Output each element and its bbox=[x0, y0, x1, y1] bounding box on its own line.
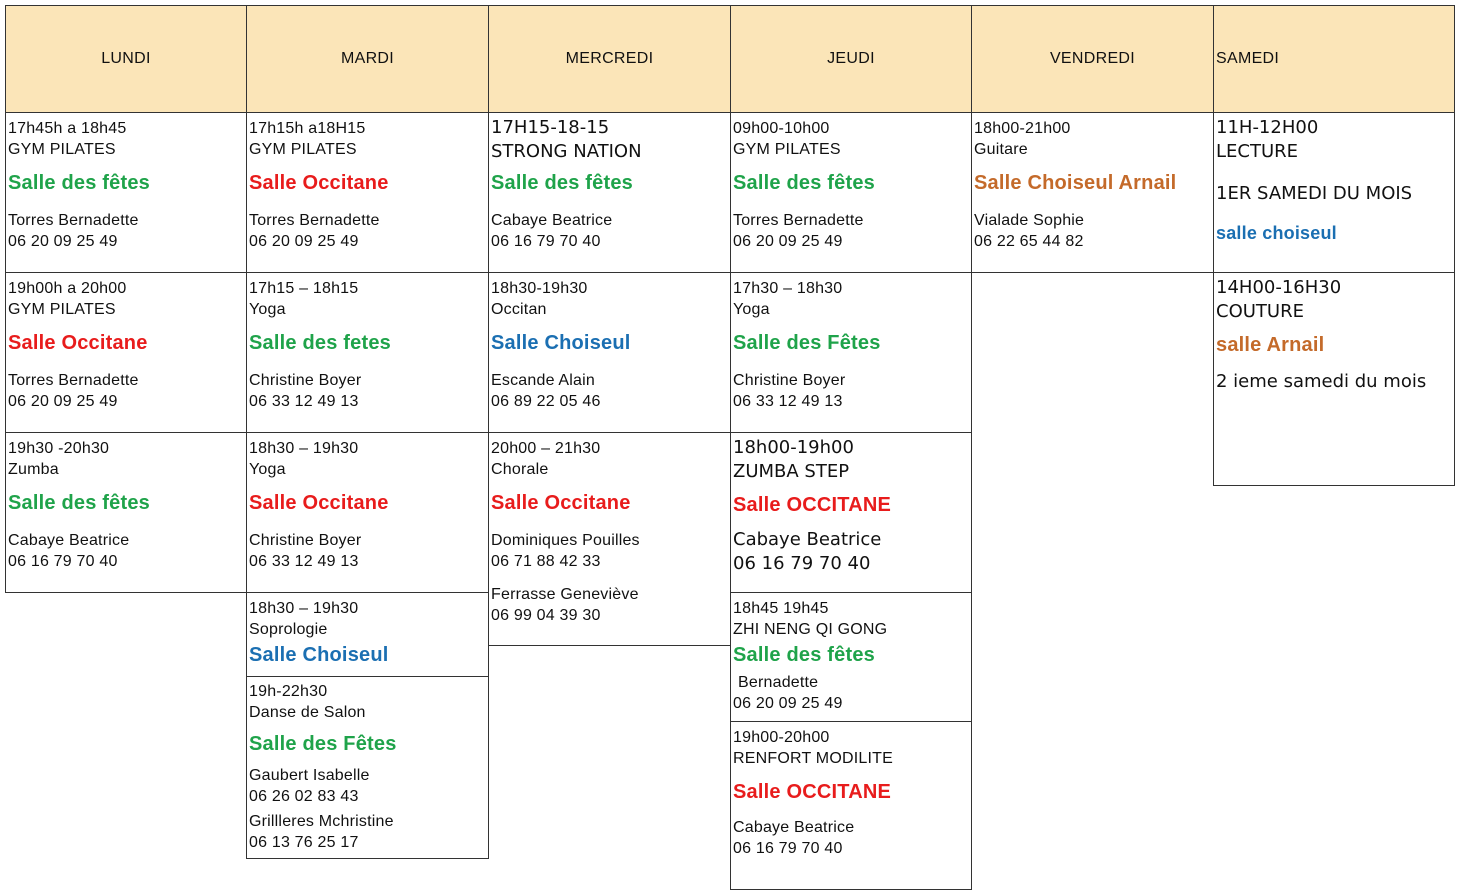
slot-phone: 06 20 09 25 49 bbox=[733, 695, 843, 712]
slot-contact: Escande Alain bbox=[491, 372, 596, 389]
slot-activity: GYM PILATES bbox=[733, 141, 841, 158]
slot-contact-2: Ferrasse Geneviève bbox=[491, 586, 639, 603]
mardi-slot-4 bbox=[246, 592, 489, 677]
slot-contact: Vialade Sophie bbox=[974, 212, 1085, 229]
slot-phone: 06 20 09 25 49 bbox=[733, 233, 843, 250]
header-vendredi: VENDREDI bbox=[971, 5, 1214, 113]
header-mardi: MARDI bbox=[246, 5, 489, 113]
slot-activity: Chorale bbox=[491, 461, 549, 478]
slot-time: 19h00h a 20h00 bbox=[8, 280, 127, 297]
jeudi-slot-1 bbox=[730, 112, 972, 273]
slot-time: 09h00-10h00 bbox=[733, 120, 830, 137]
slot-time: 11H-12H00 bbox=[1216, 117, 1319, 138]
slot-phone: 06 26 02 83 43 bbox=[249, 788, 359, 805]
slot-activity: RENFORT MODILITE bbox=[733, 750, 893, 767]
mardi-slot-1 bbox=[246, 112, 489, 273]
slot-phone-2: 06 13 76 25 17 bbox=[249, 834, 359, 851]
samedi-slot-2 bbox=[1213, 272, 1455, 486]
slot-contact: Cabaye Beatrice bbox=[8, 532, 130, 549]
jeudi-slot-3 bbox=[730, 432, 972, 593]
mardi-slot-5 bbox=[246, 676, 489, 859]
slot-phone: 06 20 09 25 49 bbox=[8, 233, 118, 250]
slot-phone: 06 16 79 70 40 bbox=[733, 553, 871, 574]
slot-activity: ZUMBA STEP bbox=[733, 461, 850, 482]
lundi-slot-3 bbox=[5, 432, 247, 593]
slot-phone: 06 20 09 25 49 bbox=[8, 393, 118, 410]
slot-room: Salle des fêtes bbox=[733, 172, 875, 194]
slot-room: Salle Choiseul Arnail bbox=[974, 172, 1177, 194]
slot-phone: 06 22 65 44 82 bbox=[974, 233, 1084, 250]
slot-contact: Cabaye Beatrice bbox=[733, 529, 882, 550]
slot-phone: 06 89 22 05 46 bbox=[491, 393, 601, 410]
mercredi-slot-3 bbox=[488, 432, 731, 646]
slot-contact: Torres Bernadette bbox=[8, 212, 139, 229]
header-samedi: SAMEDI bbox=[1213, 5, 1455, 113]
slot-phone: 06 33 12 49 13 bbox=[249, 393, 359, 410]
slot-contact: Cabaye Beatrice bbox=[491, 212, 613, 229]
slot-time: 17h30 – 18h30 bbox=[733, 280, 843, 297]
lundi-slot-2 bbox=[5, 272, 247, 433]
slot-activity: Yoga bbox=[249, 461, 286, 478]
slot-time: 19h00-20h00 bbox=[733, 729, 830, 746]
jeudi-slot-4 bbox=[730, 592, 972, 722]
header-lundi: LUNDI bbox=[5, 5, 247, 113]
slot-room: Salle Choiseul bbox=[491, 332, 631, 354]
slot-contact: Torres Bernadette bbox=[8, 372, 139, 389]
slot-phone: 06 16 79 70 40 bbox=[491, 233, 601, 250]
slot-contact: Cabaye Beatrice bbox=[733, 819, 855, 836]
samedi-slot-1 bbox=[1213, 112, 1455, 273]
slot-contact: Torres Bernadette bbox=[249, 212, 380, 229]
vendredi-slot-1 bbox=[971, 112, 1214, 273]
slot-activity: GYM PILATES bbox=[8, 141, 116, 158]
slot-room: Salle OCCITANE bbox=[733, 494, 892, 516]
header-mercredi: MERCREDI bbox=[488, 5, 731, 113]
slot-time: 17h45h a 18h45 bbox=[8, 120, 127, 137]
slot-phone: 06 20 09 25 49 bbox=[249, 233, 359, 250]
slot-contact: Gaubert Isabelle bbox=[249, 767, 370, 784]
header-jeudi: JEUDI bbox=[730, 5, 972, 113]
slot-time: 20h00 – 21h30 bbox=[491, 440, 601, 457]
slot-time: 19h-22h30 bbox=[249, 683, 328, 700]
slot-room: Salle Occitane bbox=[491, 492, 631, 514]
slot-activity: ZHI NENG QI GONG bbox=[733, 621, 888, 638]
mercredi-slot-1 bbox=[488, 112, 731, 273]
slot-time: 14H00-16H30 bbox=[1216, 277, 1342, 298]
slot-time: 18h00-21h00 bbox=[974, 120, 1071, 137]
slot-contact-2: Grillleres Mchristine bbox=[249, 813, 394, 830]
slot-time: 17h15 – 18h15 bbox=[249, 280, 359, 297]
slot-activity: Zumba bbox=[8, 461, 59, 478]
slot-note: 1ER SAMEDI DU MOIS bbox=[1216, 183, 1413, 204]
slot-activity: Yoga bbox=[249, 301, 286, 318]
slot-activity: Guitare bbox=[974, 141, 1028, 158]
slot-time: 18h45 19h45 bbox=[733, 600, 829, 617]
slot-room: Salle Occitane bbox=[249, 172, 389, 194]
slot-room: Salle des fêtes bbox=[733, 644, 875, 666]
mardi-slot-3 bbox=[246, 432, 489, 593]
slot-contact: Dominiques Pouilles bbox=[491, 532, 640, 549]
slot-room: Salle des Fêtes bbox=[733, 332, 881, 354]
slot-time: 18h30 – 19h30 bbox=[249, 440, 359, 457]
slot-contact: Bernadette bbox=[738, 674, 819, 691]
slot-room: Salle des fêtes bbox=[8, 492, 150, 514]
slot-room: Salle Choiseul bbox=[249, 644, 389, 666]
slot-room: Salle des Fêtes bbox=[249, 733, 397, 755]
slot-room: salle choiseul bbox=[1216, 223, 1337, 243]
slot-contact: Christine Boyer bbox=[249, 532, 362, 549]
slot-time: 18h30 – 19h30 bbox=[249, 600, 359, 617]
slot-note: 2 ieme samedi du mois bbox=[1216, 371, 1427, 392]
slot-room: Salle Occitane bbox=[249, 492, 389, 514]
slot-time: 19h30 -20h30 bbox=[8, 440, 110, 457]
slot-phone-2: 06 99 04 39 30 bbox=[491, 607, 601, 624]
slot-room: Salle des fêtes bbox=[491, 172, 633, 194]
slot-time: 17h15h a18H15 bbox=[249, 120, 366, 137]
mardi-slot-2 bbox=[246, 272, 489, 433]
slot-phone: 06 33 12 49 13 bbox=[733, 393, 843, 410]
slot-activity: Danse de Salon bbox=[249, 704, 366, 721]
slot-contact: Christine Boyer bbox=[733, 372, 846, 389]
slot-room: salle Arnail bbox=[1216, 334, 1325, 356]
jeudi-slot-5 bbox=[730, 721, 972, 890]
slot-room: Salle des fetes bbox=[249, 332, 391, 354]
slot-phone: 06 71 88 42 33 bbox=[491, 553, 601, 570]
slot-phone: 06 16 79 70 40 bbox=[733, 840, 843, 857]
slot-activity: STRONG NATION bbox=[491, 141, 642, 162]
jeudi-slot-2 bbox=[730, 272, 972, 433]
slot-room: Salle Occitane bbox=[8, 332, 148, 354]
slot-contact: Christine Boyer bbox=[249, 372, 362, 389]
slot-room: Salle des fêtes bbox=[8, 172, 150, 194]
slot-time: 17H15-18-15 bbox=[491, 117, 610, 138]
slot-time: 18h00-19h00 bbox=[733, 437, 854, 458]
slot-phone: 06 16 79 70 40 bbox=[8, 553, 118, 570]
slot-activity: Occitan bbox=[491, 301, 547, 318]
slot-contact: Torres Bernadette bbox=[733, 212, 864, 229]
slot-time: 18h30-19h30 bbox=[491, 280, 588, 297]
slot-phone: 06 33 12 49 13 bbox=[249, 553, 359, 570]
slot-activity: GYM PILATES bbox=[249, 141, 357, 158]
mercredi-slot-2 bbox=[488, 272, 731, 433]
slot-activity: COUTURE bbox=[1216, 301, 1304, 322]
slot-activity: LECTURE bbox=[1216, 141, 1299, 162]
slot-activity: Soprologie bbox=[249, 621, 328, 638]
lundi-slot-1 bbox=[5, 112, 247, 273]
slot-room: Salle OCCITANE bbox=[733, 781, 892, 803]
slot-activity: GYM PILATES bbox=[8, 301, 116, 318]
slot-activity: Yoga bbox=[733, 301, 770, 318]
